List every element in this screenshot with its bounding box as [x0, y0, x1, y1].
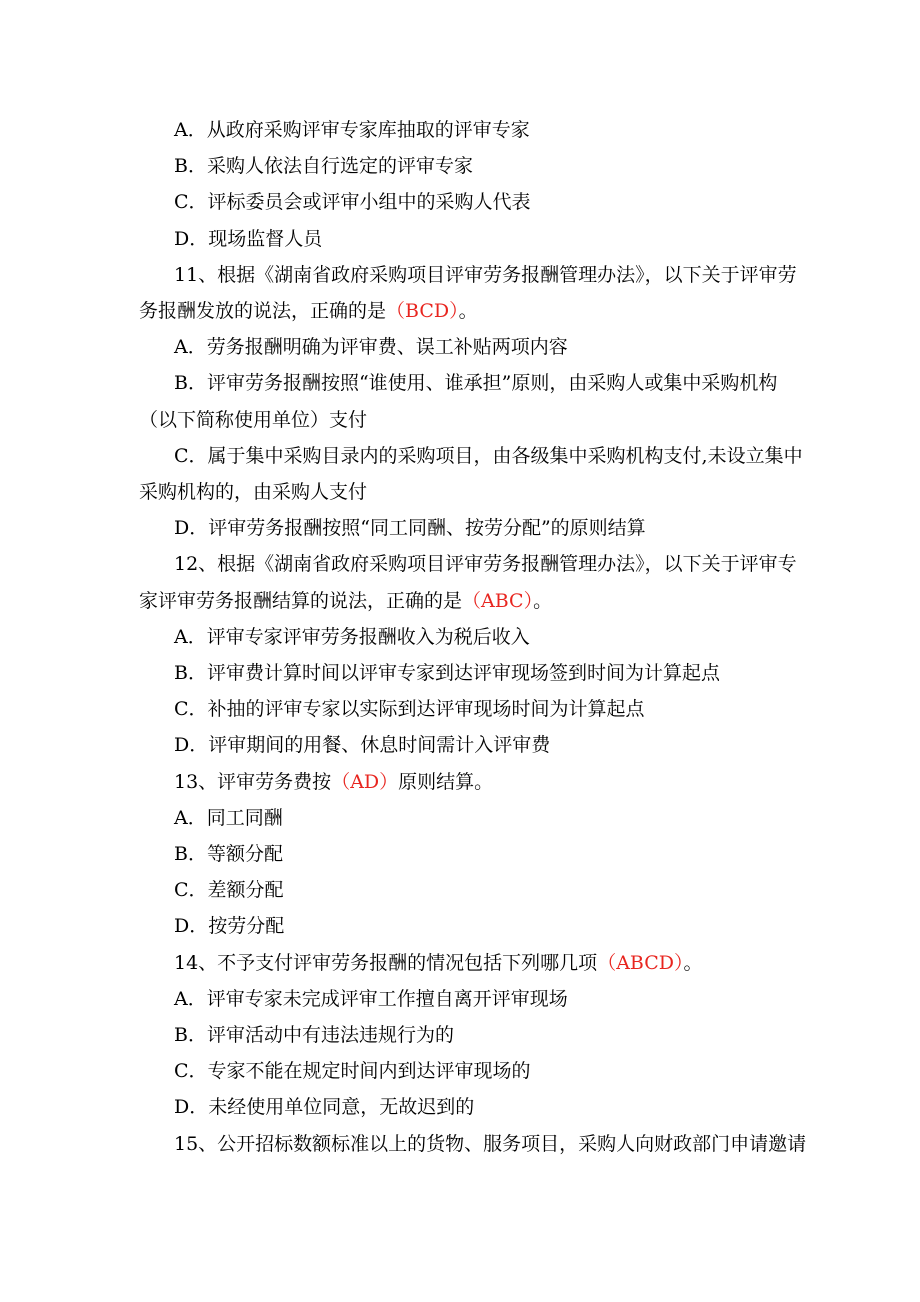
text-segment: A．同工同酬 [174, 806, 283, 829]
text-line [174, 987, 824, 1011]
text-segment: B．采购人依法自行选定的评审专家 [174, 155, 473, 178]
text-line [174, 263, 824, 287]
text-segment: A．评审专家未完成评审工作擅自离开评审现场 [174, 987, 568, 1010]
text-line [174, 661, 824, 685]
text-segment: A．从政府采购评审专家库抽取的评审专家 [174, 119, 530, 141]
text-line [174, 516, 824, 540]
text-line [174, 371, 824, 395]
text-line [139, 408, 789, 432]
text-line [174, 1132, 824, 1156]
text-segment: 采购机构的，由采购人支付 [139, 481, 368, 503]
text-segment: 。 [683, 951, 703, 974]
text-segment: B．等额分配 [174, 843, 283, 865]
text-segment: A．劳务报酬明确为评审费、误工补贴两项内容 [174, 336, 568, 359]
text-segment: 务报酬发放的说法，正确的是 [139, 300, 387, 322]
text-segment: C．评标委员会或评审小组中的采购人代表 [174, 191, 531, 214]
text-line [174, 1023, 824, 1047]
text-segment: D．现场监督人员 [174, 227, 323, 250]
text-line [174, 190, 824, 214]
text-segment: D．评审期间的用餐、休息时间需计入评审费 [174, 734, 551, 757]
text-line [174, 914, 824, 938]
text-segment: C．专家不能在规定时间内到达评审现场的 [174, 1060, 531, 1083]
answer-key: （ABCD） [597, 951, 684, 974]
text-segment: 14、不予支付评审劳务报酬的情况包括下列哪几项 [174, 951, 598, 974]
text-line [174, 697, 824, 721]
text-segment: A．评审专家评审劳务报酬收入为税后收入 [174, 625, 530, 648]
text-segment: 12、根据《湖南省政府采购项目评审劳务报酬管理办法》，以下关于评审专 [174, 553, 797, 576]
text-line [174, 770, 824, 794]
text-line [174, 227, 824, 251]
text-segment: 原则结算。 [398, 770, 494, 793]
text-segment: D．未经使用单位同意，无故迟到的 [174, 1096, 475, 1119]
text-line [174, 733, 824, 757]
text-line [174, 1059, 824, 1083]
text-segment: B．评审活动中有违法违规行为的 [174, 1024, 454, 1046]
text-segment: 家评审劳务报酬结算的说法，正确的是 [139, 589, 463, 612]
text-line [174, 552, 824, 576]
text-segment: 。 [458, 300, 478, 322]
answer-key: （ABC） [462, 589, 534, 612]
text-line [174, 1095, 824, 1119]
text-segment: （以下简称使用单位）支付 [139, 408, 368, 431]
text-segment: 11、根据《湖南省政府采购项目评审劳务报酬管理办法》，以下关于评审劳 [174, 263, 797, 286]
text-line [174, 806, 824, 830]
text-line [174, 335, 824, 359]
text-segment: 13、评审劳务费按 [174, 770, 332, 793]
text-segment: D．按劳分配 [174, 915, 285, 938]
text-segment: B．评审劳务报酬按照“谁使用、谁承担”原则，由采购人或集中采购机构 [174, 372, 778, 395]
text-line [174, 842, 824, 866]
text-line [139, 589, 789, 613]
text-segment: C．属于集中采购目录内的采购项目，由各级集中采购机构支付,未设立集中 [174, 444, 803, 467]
answer-key: （BCD） [386, 300, 459, 322]
text-segment: 。 [533, 589, 553, 612]
text-line [174, 951, 824, 975]
text-segment: D．评审劳务报酬按照“同工同酬、按劳分配”的原则结算 [174, 517, 646, 540]
text-line [174, 444, 824, 468]
text-segment: 15、公开招标数额标准以上的货物、服务项目，采购人向财政部门申请邀请 [174, 1132, 807, 1155]
text-line [139, 480, 789, 504]
text-line [174, 118, 824, 142]
text-line [174, 878, 824, 902]
text-segment: C．差额分配 [174, 879, 284, 902]
answer-key: （AD） [331, 770, 399, 793]
text-segment: C．补抽的评审专家以实际到达评审现场时间为计算起点 [174, 698, 645, 721]
text-line [174, 625, 824, 649]
text-line [139, 299, 789, 323]
text-line [174, 154, 824, 178]
text-segment: B．评审费计算时间以评审专家到达评审现场签到时间为计算起点 [174, 662, 720, 684]
